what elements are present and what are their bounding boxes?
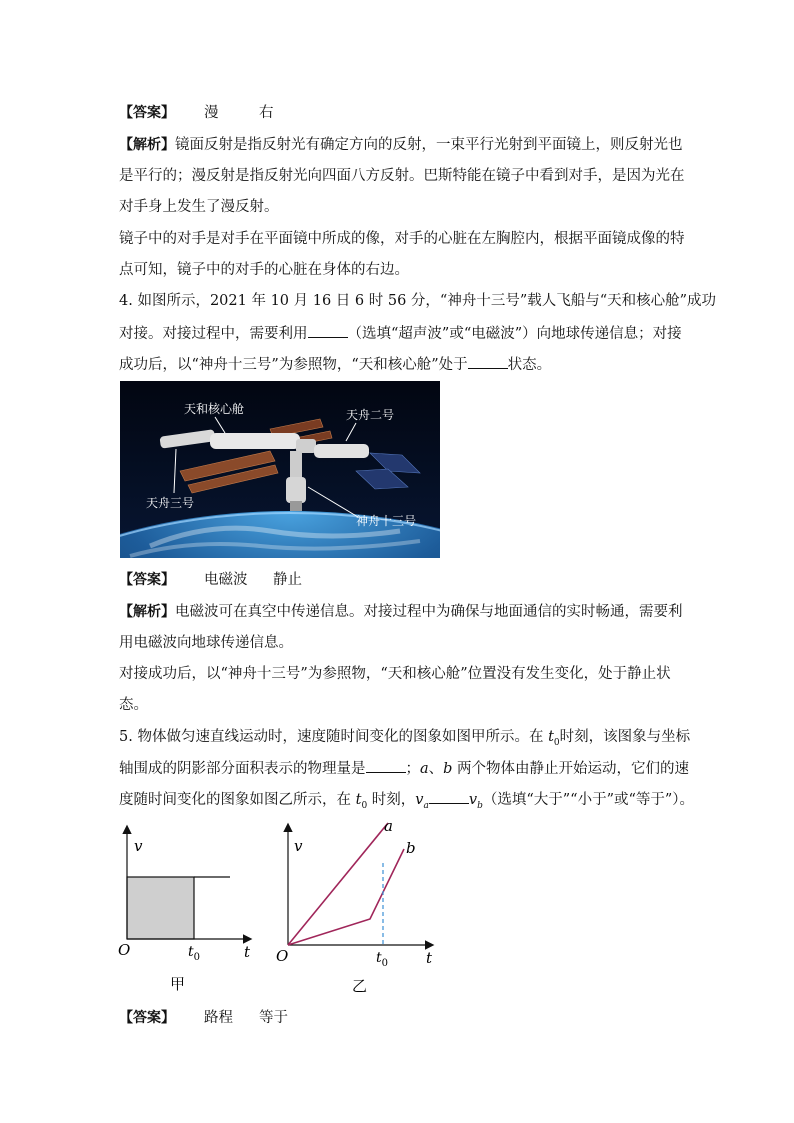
analysis-tag: 【解析】 <box>119 604 175 620</box>
label-b: b <box>406 839 416 857</box>
question-4-line: 4. 如图所示，2021 年 10 月 16 日 6 时 56 分，“神舟十三号”载人飞船与“天和核心舱”成功 <box>119 293 717 309</box>
analysis-line: 态。 <box>119 697 148 713</box>
caption-yi: 乙 <box>352 977 368 995</box>
axis-v: v <box>294 837 303 855</box>
analysis-line: 用电磁波向地球传递信息。 <box>119 635 293 651</box>
analysis-line: 对接成功后，以“神舟十三号”为参照物，“天和核心舱”位置没有发生变化，处于静止状 <box>119 666 671 682</box>
analysis-line: 镜子中的对手是对手在平面镜中所成的像，对手的心脏在左胸腔内，根据平面镜成像的特 <box>119 231 685 247</box>
label-shenzhou13: 神舟十三号 <box>356 514 417 528</box>
question-5-line: 5. 物体做匀速直线运动时，速度随时间变化的图象如图甲所示。在 $t_0$时刻，该图象与坐标 <box>119 729 691 748</box>
axis-t: t <box>244 943 251 961</box>
question-5-line: 轴围成的阴影部分面积表示的物理量是 ；a、b 两个物体由静止开始运动，它们的速 <box>119 758 689 779</box>
question-5-line: 度随时间变化的图象如图乙所示，在 $t_0$ 时刻，$v_a$ $v_b$（选填“大于”“小于”或“等于”）。 <box>119 789 694 816</box>
analysis-line: 对手身上发生了漫反射。 <box>119 199 279 215</box>
answer-2: 等于 <box>259 1010 288 1026</box>
answer-1: 漫 <box>204 105 219 121</box>
q5-answer-line <box>119 1008 175 1028</box>
answer-blank <box>429 789 469 804</box>
figure-yi <box>276 817 433 995</box>
line-a <box>288 823 388 945</box>
answer-2: 右 <box>259 105 274 121</box>
answer-1: 电磁波 <box>204 572 248 588</box>
line-b <box>288 849 404 945</box>
analysis-tag: 【解析】 <box>119 137 175 153</box>
velocity-time-figures <box>110 815 450 1000</box>
tick-t0: $t_0$ <box>376 950 389 969</box>
analysis-line: 点可知，镜子中的对手的心脏在身体的右边。 <box>119 262 409 278</box>
q4-answer-line <box>119 570 175 590</box>
answer-1: 路程 <box>204 1010 233 1026</box>
q3-answer-line <box>119 103 175 123</box>
answer-tag: 【答案】 <box>119 572 175 588</box>
label-tianzhou2: 天舟二号 <box>346 408 395 422</box>
analysis-line: 【解析】镜面反射是指反射光有确定方向的反射，一束平行光射到平面镜上，则反射光也 <box>119 137 683 153</box>
figure-jia <box>118 827 251 993</box>
caption-jia: 甲 <box>170 975 186 993</box>
axis-v: v <box>134 837 143 855</box>
origin-O: O <box>118 941 131 959</box>
label-tianzhou3: 天舟三号 <box>146 496 195 510</box>
answer-2: 静止 <box>273 572 302 588</box>
question-4-line: 成功后，以“神舟十三号”为参照物，“天和核心舱”处于 状态。 <box>119 354 551 375</box>
answer-tag: 【答案】 <box>119 105 175 121</box>
answer-blank <box>308 323 348 338</box>
origin-O: O <box>276 947 289 965</box>
label-tianhe: 天和核心舱 <box>184 402 245 416</box>
axis-t: t <box>426 949 433 967</box>
answer-blank <box>366 758 406 773</box>
label-a: a <box>384 817 393 835</box>
tick-t0: $t_0$ <box>188 944 201 963</box>
shaded-area <box>127 877 194 939</box>
answer-tag: 【答案】 <box>119 1010 175 1026</box>
question-4-line: 对接。对接过程中，需要利用 （选填“超声波”或“电磁波”）向地球传递信息；对接 <box>119 323 682 344</box>
analysis-line: 【解析】电磁波可在真空中传递信息。对接过程中为确保与地面通信的实时畅通，需要利 <box>119 604 683 620</box>
analysis-line: 是平行的；漫反射是指反射光向四面八方反射。巴斯特能在镜子中看到对手，是因为光在 <box>119 168 685 184</box>
answer-blank <box>468 354 508 369</box>
space-station-photo <box>120 381 440 558</box>
